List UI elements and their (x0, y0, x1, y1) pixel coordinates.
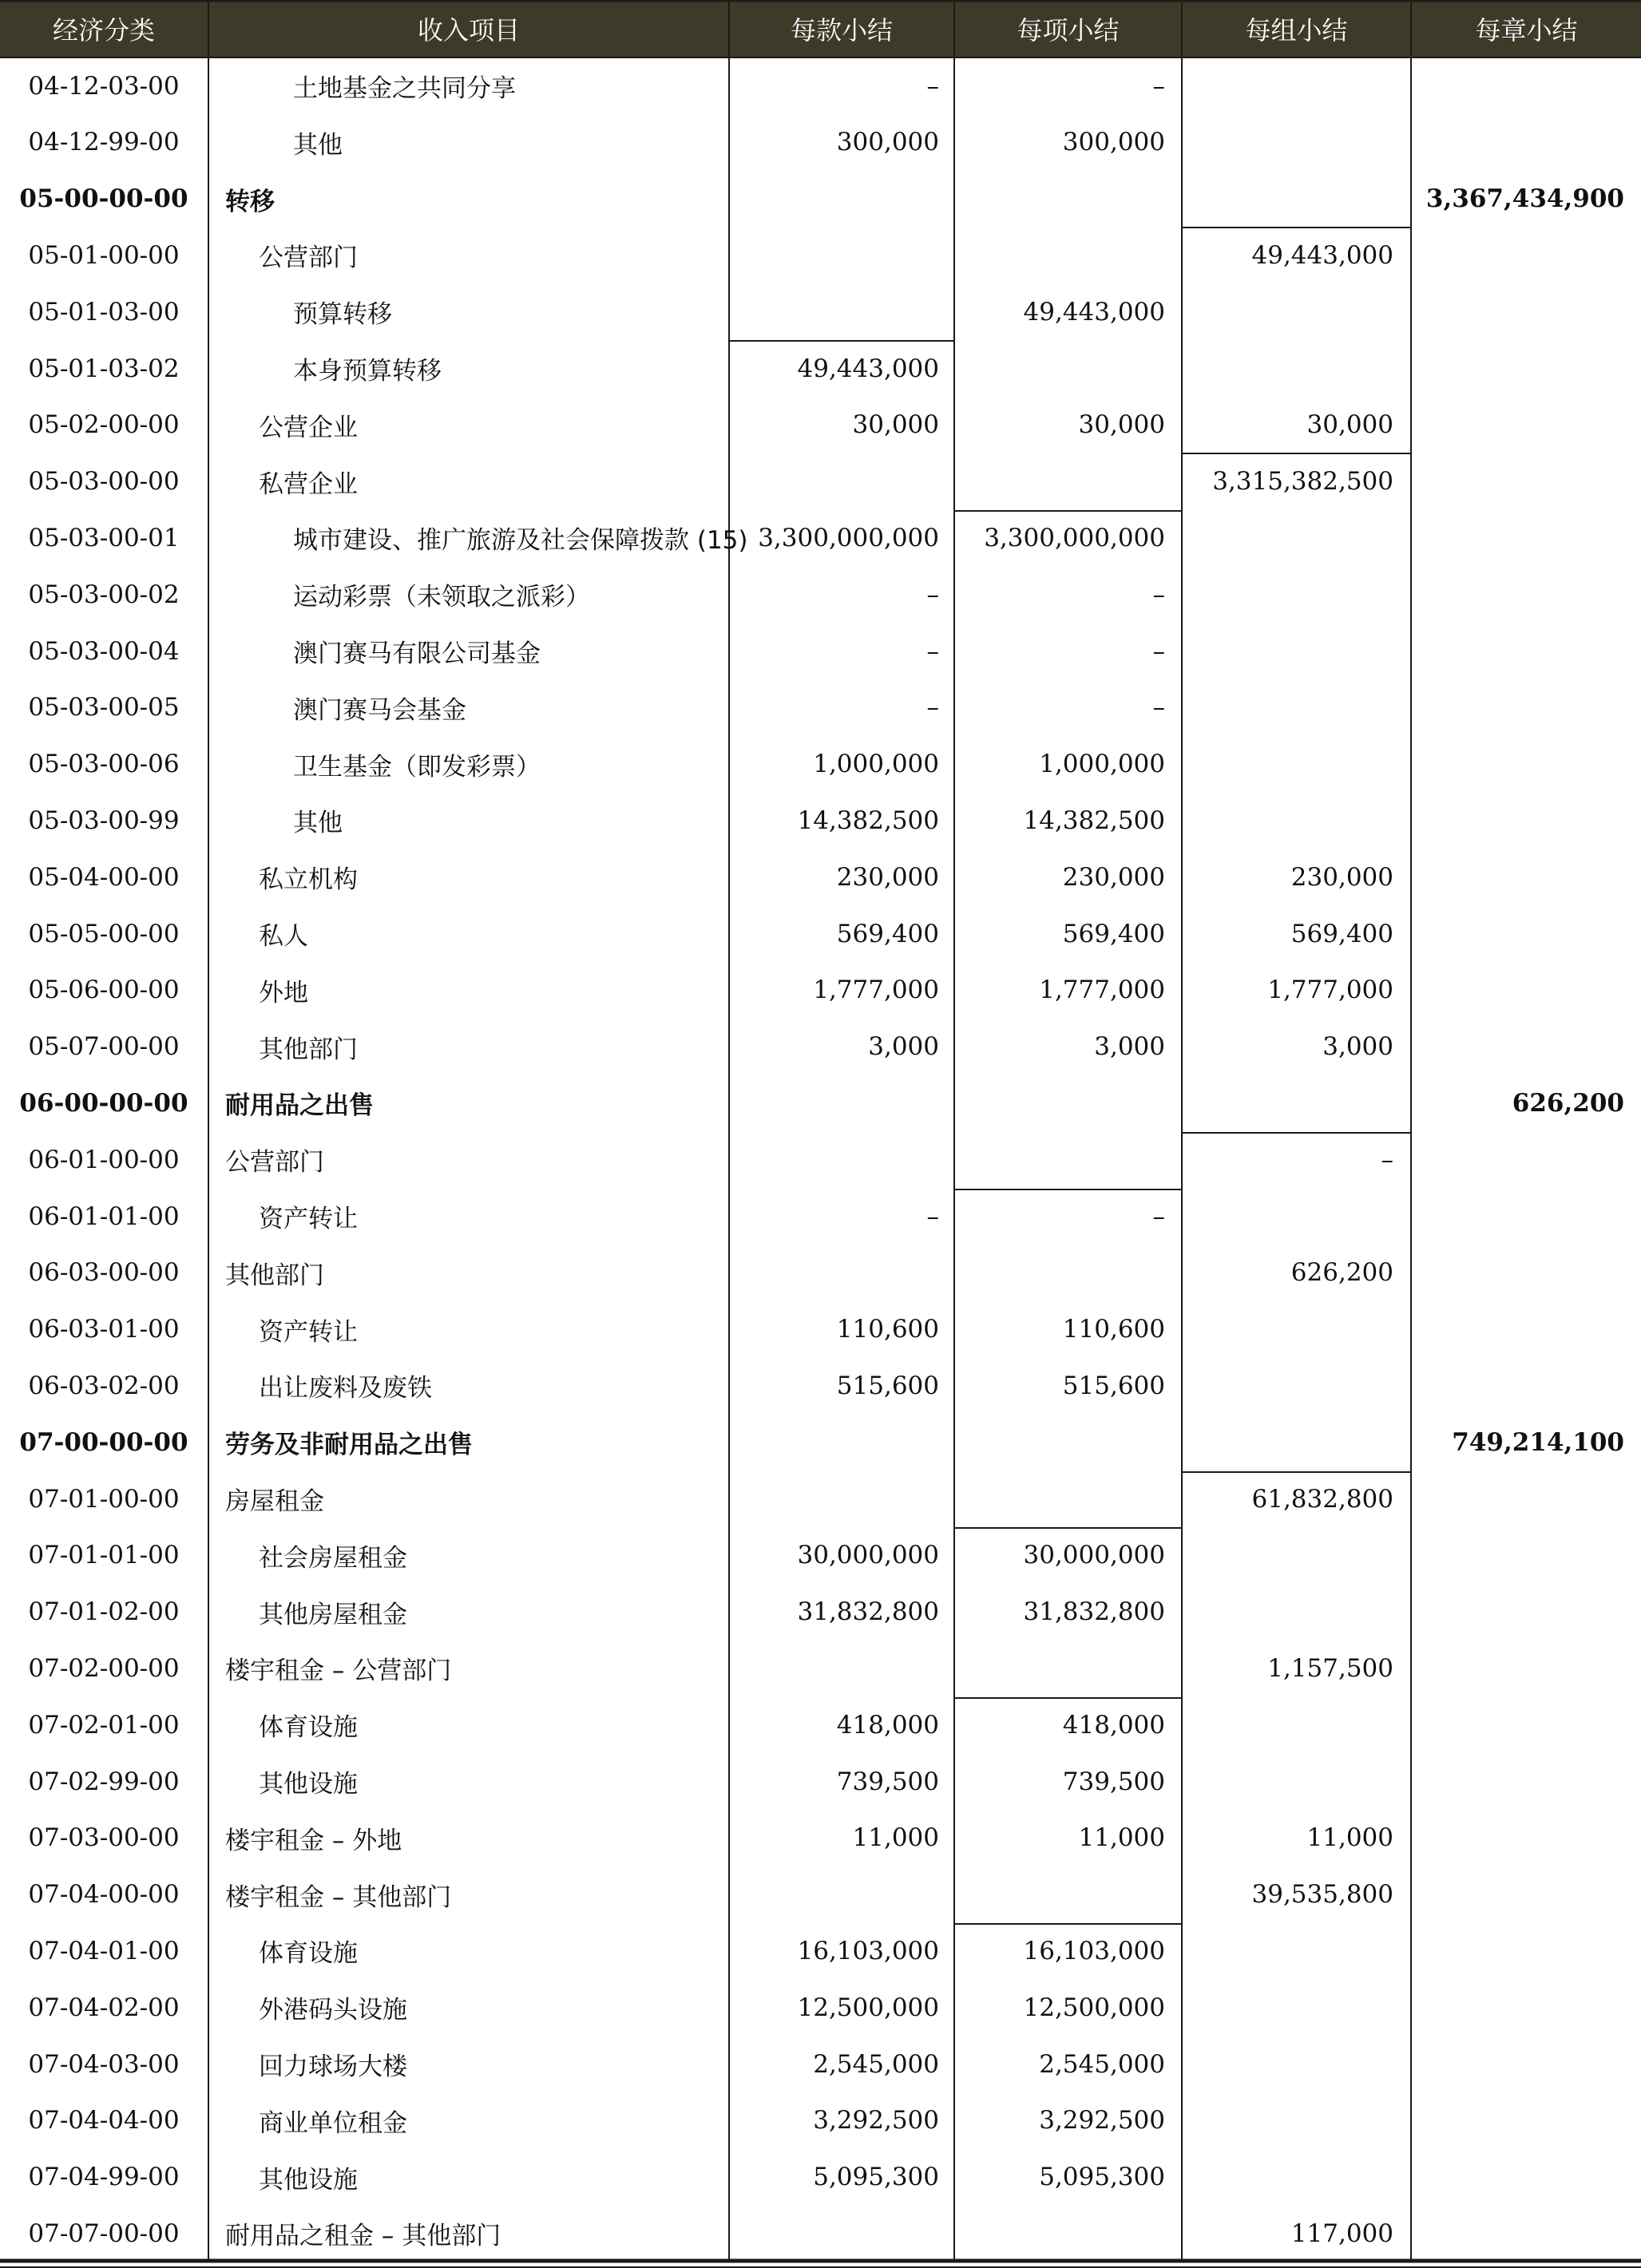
row-item-subtotal (955, 1131, 1165, 1188)
row-code: 04-12-99-00 (28, 128, 180, 157)
row-article-subtotal (730, 283, 939, 340)
row-article-subtotal (730, 1414, 939, 1470)
row-chapter-subtotal (1412, 849, 1624, 905)
row-group-subtotal: 1,157,500 (1267, 1653, 1393, 1683)
row-item-subtotal: 30,000,000 (1023, 1541, 1165, 1570)
row-item-name: 出让废料及废铁 (259, 1374, 432, 1403)
row-item-subtotal (955, 1640, 1165, 1696)
header-per-chapter-subtotal: 每章小结 (1475, 15, 1578, 46)
row-code: 07-02-99-00 (28, 1767, 180, 1796)
row-item-subtotal: – (1152, 693, 1165, 722)
row-item-subtotal: 515,600 (1062, 1371, 1165, 1400)
row-group-subtotal (1183, 623, 1393, 679)
row-item-name: 土地基金之共同分享 (293, 74, 516, 103)
row-code: 05-03-00-06 (28, 750, 180, 779)
row-item-subtotal: 11,000 (1078, 1823, 1165, 1853)
row-group-subtotal (1183, 1075, 1393, 1131)
row-article-subtotal (730, 1640, 939, 1696)
row-article-subtotal: – (926, 1201, 939, 1231)
row-group-subtotal (1183, 792, 1393, 849)
row-group-subtotal (1183, 283, 1393, 340)
row-item-subtotal (955, 227, 1165, 283)
row-item-subtotal: – (1152, 580, 1165, 609)
row-code: 05-01-03-00 (28, 297, 180, 327)
row-chapter-subtotal (1412, 1245, 1624, 1301)
row-group-subtotal (1183, 509, 1393, 566)
row-code: 07-04-00-00 (28, 1880, 180, 1910)
row-group-subtotal (1183, 340, 1393, 397)
row-chapter-subtotal (1412, 1584, 1624, 1641)
row-article-subtotal: 49,443,000 (797, 354, 939, 383)
row-chapter-subtotal (1412, 227, 1624, 283)
row-group-subtotal: 3,315,382,500 (1212, 467, 1393, 497)
row-chapter-subtotal: 626,200 (1512, 1088, 1624, 1118)
row-item-subtotal (955, 1075, 1165, 1131)
row-chapter-subtotal (1412, 340, 1624, 397)
row-group-subtotal (1183, 2036, 1393, 2092)
row-article-subtotal: 418,000 (836, 1710, 939, 1740)
row-article-subtotal (730, 1866, 939, 1923)
row-item-name: 私人 (259, 922, 308, 951)
row-chapter-subtotal (1412, 1188, 1624, 1245)
row-item-name: 其他设施 (259, 1770, 358, 1799)
row-item-name: 外港码头设施 (259, 1996, 407, 2025)
row-code: 05-02-00-00 (28, 410, 180, 440)
row-article-subtotal: 14,382,500 (797, 805, 939, 835)
row-item-name: 本身预算转移 (293, 357, 442, 386)
row-chapter-subtotal (1412, 2205, 1624, 2262)
row-article-subtotal: 1,000,000 (813, 750, 939, 779)
row-item-subtotal: – (1152, 636, 1165, 666)
row-article-subtotal (730, 171, 939, 228)
row-group-subtotal (1183, 1753, 1393, 1810)
row-group-subtotal (1183, 171, 1393, 228)
row-group-subtotal (1183, 1584, 1393, 1641)
row-code: 06-01-00-00 (28, 1145, 180, 1174)
row-code: 07-02-01-00 (28, 1710, 180, 1740)
row-item-subtotal (955, 1414, 1165, 1470)
row-group-subtotal (1183, 2149, 1393, 2206)
row-item-name: 其他部门 (225, 1261, 324, 1290)
row-chapter-subtotal (1412, 397, 1624, 453)
row-group-subtotal: 11,000 (1306, 1823, 1393, 1853)
row-item-subtotal: 230,000 (1062, 862, 1165, 892)
row-item-subtotal (955, 1866, 1165, 1923)
row-item-subtotal (955, 2205, 1165, 2262)
row-code: 06-00-00-00 (19, 1088, 188, 1118)
row-article-subtotal (730, 1470, 939, 1527)
row-group-subtotal: – (1381, 1145, 1393, 1174)
header-economic-class: 经济分类 (52, 15, 155, 46)
row-item-subtotal: 418,000 (1062, 1710, 1165, 1740)
row-item-name: 其他房屋租金 (259, 1600, 407, 1629)
row-article-subtotal: 12,500,000 (797, 1993, 939, 2022)
row-code: 05-05-00-00 (28, 919, 180, 948)
row-chapter-subtotal (1412, 962, 1624, 1019)
row-item-name: 转移 (225, 187, 275, 216)
row-article-subtotal: 515,600 (836, 1371, 939, 1400)
row-code: 05-07-00-00 (28, 1032, 180, 1062)
row-code: 05-03-00-04 (28, 636, 180, 666)
row-article-subtotal: 110,600 (836, 1315, 939, 1344)
row-item-subtotal: 16,103,000 (1023, 1936, 1165, 1965)
row-chapter-subtotal (1412, 792, 1624, 849)
row-item-subtotal (955, 171, 1165, 228)
row-chapter-subtotal (1412, 1696, 1624, 1753)
row-article-subtotal: 30,000 (852, 410, 939, 440)
row-item-name: 私营企业 (259, 469, 358, 499)
row-item-name: 澳门赛马会基金 (293, 695, 466, 725)
row-group-subtotal (1183, 2092, 1393, 2149)
row-article-subtotal: – (926, 71, 939, 101)
row-chapter-subtotal (1412, 1527, 1624, 1584)
row-item-name: 其他部门 (259, 1035, 358, 1064)
row-group-subtotal (1183, 1696, 1393, 1753)
row-chapter-subtotal (1412, 1131, 1624, 1188)
row-article-subtotal: 3,000 (868, 1032, 939, 1062)
row-item-name: 预算转移 (293, 300, 392, 330)
row-group-subtotal: 117,000 (1290, 2219, 1393, 2248)
row-code: 05-03-00-99 (28, 805, 180, 835)
row-article-subtotal: – (926, 693, 939, 722)
row-item-name: 外地 (259, 978, 308, 1007)
row-group-subtotal: 49,443,000 (1251, 240, 1393, 270)
row-article-subtotal (730, 2205, 939, 2262)
row-item-subtotal: 739,500 (1062, 1767, 1165, 1796)
row-item-subtotal: 1,777,000 (1039, 976, 1165, 1005)
row-item-name: 澳门赛马有限公司基金 (293, 639, 541, 668)
row-code: 05-06-00-00 (28, 976, 180, 1005)
row-code: 06-03-00-00 (28, 1258, 180, 1288)
row-item-name: 运动彩票（未领取之派彩） (293, 583, 590, 612)
row-code: 07-03-00-00 (28, 1823, 180, 1853)
row-article-subtotal: 5,095,300 (813, 2163, 939, 2192)
header-revenue-item: 收入项目 (417, 15, 520, 46)
row-article-subtotal: 739,500 (836, 1767, 939, 1796)
row-chapter-subtotal (1412, 1753, 1624, 1810)
row-code: 05-01-00-00 (28, 240, 180, 270)
row-code: 07-02-00-00 (28, 1653, 180, 1683)
row-group-subtotal: 230,000 (1290, 862, 1393, 892)
row-item-subtotal: 49,443,000 (1023, 297, 1165, 327)
row-chapter-subtotal (1412, 1866, 1624, 1923)
row-group-subtotal (1183, 1979, 1393, 2036)
row-chapter-subtotal (1412, 1470, 1624, 1527)
row-item-subtotal (955, 1470, 1165, 1527)
row-item-name: 楼宇租金 – 其他部门 (225, 1882, 452, 1912)
row-code: 06-03-01-00 (28, 1315, 180, 1344)
row-code: 07-04-03-00 (28, 2049, 180, 2079)
row-article-subtotal: 230,000 (836, 862, 939, 892)
row-article-subtotal (730, 453, 939, 510)
row-item-subtotal (955, 340, 1165, 397)
row-item-subtotal: 300,000 (1062, 128, 1165, 157)
row-item-subtotal: 3,300,000,000 (984, 523, 1165, 552)
header-per-group-subtotal: 每组小结 (1245, 15, 1348, 46)
row-code: 07-07-00-00 (28, 2219, 180, 2248)
row-group-subtotal: 30,000 (1306, 410, 1393, 440)
row-item-subtotal: 30,000 (1078, 410, 1165, 440)
row-article-subtotal (730, 227, 939, 283)
row-item-subtotal: 2,545,000 (1039, 2049, 1165, 2079)
row-chapter-subtotal (1412, 905, 1624, 962)
row-code: 07-04-99-00 (28, 2163, 180, 2192)
row-chapter-subtotal (1412, 2149, 1624, 2206)
row-group-subtotal (1183, 57, 1393, 114)
row-item-subtotal: 5,095,300 (1039, 2163, 1165, 2192)
row-code: 05-03-00-02 (28, 580, 180, 609)
row-chapter-subtotal: 749,214,100 (1452, 1427, 1624, 1457)
row-group-subtotal: 3,000 (1322, 1032, 1393, 1062)
row-item-subtotal: 3,000 (1094, 1032, 1165, 1062)
row-chapter-subtotal (1412, 1640, 1624, 1696)
row-group-subtotal: 626,200 (1290, 1258, 1393, 1288)
row-article-subtotal: 3,300,000,000 (758, 523, 939, 552)
row-item-subtotal: 110,600 (1062, 1315, 1165, 1344)
row-item-name: 商业单位租金 (259, 2108, 407, 2138)
row-item-subtotal: 31,832,800 (1023, 1597, 1165, 1627)
row-article-subtotal: 300,000 (836, 128, 939, 157)
row-item-name: 体育设施 (259, 1713, 358, 1743)
row-chapter-subtotal (1412, 2036, 1624, 2092)
row-item-name: 私立机构 (259, 865, 358, 895)
row-chapter-subtotal (1412, 736, 1624, 793)
row-chapter-subtotal (1412, 623, 1624, 679)
row-group-subtotal (1183, 566, 1393, 623)
row-item-subtotal: 1,000,000 (1039, 750, 1165, 779)
row-item-name: 楼宇租金 – 公营部门 (225, 1656, 452, 1686)
row-group-subtotal (1183, 679, 1393, 736)
row-group-subtotal (1183, 114, 1393, 171)
row-item-name: 公营企业 (259, 413, 358, 442)
row-chapter-subtotal (1412, 679, 1624, 736)
row-chapter-subtotal (1412, 1019, 1624, 1075)
row-chapter-subtotal (1412, 1810, 1624, 1866)
row-item-name: 资产转让 (259, 1317, 358, 1347)
row-code: 07-04-04-00 (28, 2106, 180, 2135)
row-item-name: 耐用品之出售 (225, 1091, 374, 1121)
row-chapter-subtotal: 3,367,434,900 (1425, 184, 1624, 214)
row-chapter-subtotal (1412, 114, 1624, 171)
row-chapter-subtotal (1412, 2092, 1624, 2149)
row-group-subtotal (1183, 736, 1393, 793)
row-group-subtotal: 569,400 (1290, 919, 1393, 948)
row-article-subtotal: 30,000,000 (797, 1541, 939, 1570)
row-article-subtotal: 16,103,000 (797, 1936, 939, 1965)
row-chapter-subtotal (1412, 453, 1624, 510)
row-article-subtotal: 11,000 (852, 1823, 939, 1853)
row-article-subtotal (730, 1245, 939, 1301)
row-item-name: 公营部门 (225, 1148, 324, 1178)
row-code: 07-00-00-00 (19, 1427, 188, 1457)
row-item-name: 体育设施 (259, 1939, 358, 1969)
row-group-subtotal (1183, 1922, 1393, 1979)
row-item-subtotal: 14,382,500 (1023, 805, 1165, 835)
row-item-name: 卫生基金（即发彩票） (293, 752, 541, 782)
row-item-name: 城市建设、推广旅游及社会保障拨款 (15) (293, 526, 748, 556)
row-chapter-subtotal (1412, 1922, 1624, 1979)
row-group-subtotal (1183, 1188, 1393, 1245)
row-item-subtotal: 12,500,000 (1023, 1993, 1165, 2022)
row-item-name: 回力球场大楼 (259, 2052, 407, 2081)
row-group-subtotal (1183, 1357, 1393, 1414)
row-article-subtotal: 2,545,000 (813, 2049, 939, 2079)
row-chapter-subtotal (1412, 1357, 1624, 1414)
row-chapter-subtotal (1412, 1979, 1624, 2036)
row-code: 05-00-00-00 (19, 184, 188, 214)
row-item-name: 楼宇租金 – 外地 (225, 1826, 402, 1855)
row-item-name: 劳务及非耐用品之出售 (225, 1431, 473, 1460)
row-code: 06-01-01-00 (28, 1201, 180, 1231)
row-item-name: 耐用品之租金 – 其他部门 (225, 2222, 501, 2251)
row-item-subtotal: 569,400 (1062, 919, 1165, 948)
row-code: 05-03-00-05 (28, 693, 180, 722)
header-per-article-subtotal: 每款小结 (790, 15, 893, 46)
row-item-subtotal: – (1152, 1201, 1165, 1231)
row-code: 04-12-03-00 (28, 71, 180, 101)
row-code: 07-04-02-00 (28, 1993, 180, 2022)
row-item-subtotal (955, 453, 1165, 510)
row-chapter-subtotal (1412, 57, 1624, 114)
row-group-subtotal (1183, 1414, 1393, 1470)
row-chapter-subtotal (1412, 566, 1624, 623)
row-code: 07-01-00-00 (28, 1484, 180, 1514)
row-item-subtotal: – (1152, 71, 1165, 101)
row-item-name: 社会房屋租金 (259, 1543, 407, 1573)
row-chapter-subtotal (1412, 509, 1624, 566)
row-item-subtotal: 3,292,500 (1039, 2106, 1165, 2135)
row-item-name: 资产转让 (259, 1205, 358, 1233)
row-item-name: 公营部门 (259, 243, 358, 273)
row-code: 07-01-01-00 (28, 1541, 180, 1570)
row-code: 05-03-00-01 (28, 523, 180, 552)
row-group-subtotal (1183, 1527, 1393, 1584)
row-chapter-subtotal (1412, 283, 1624, 340)
row-item-name: 其他 (293, 809, 343, 838)
row-article-subtotal (730, 1075, 939, 1131)
row-item-subtotal (955, 1245, 1165, 1301)
row-article-subtotal: – (926, 580, 939, 609)
row-article-subtotal: 3,292,500 (813, 2106, 939, 2135)
row-code: 06-03-02-00 (28, 1371, 180, 1400)
row-group-subtotal: 1,777,000 (1267, 976, 1393, 1005)
row-article-subtotal (730, 1131, 939, 1188)
row-code: 07-04-01-00 (28, 1936, 180, 1965)
row-article-subtotal: 31,832,800 (797, 1597, 939, 1627)
row-group-subtotal: 39,535,800 (1251, 1880, 1393, 1910)
header-per-item-subtotal: 每项小结 (1017, 15, 1120, 46)
row-item-name: 其他设施 (259, 2165, 358, 2195)
row-code: 05-04-00-00 (28, 862, 180, 892)
row-article-subtotal: – (926, 636, 939, 666)
row-item-name: 其他 (293, 130, 343, 160)
row-code: 07-01-02-00 (28, 1597, 180, 1627)
row-item-name: 房屋租金 (225, 1487, 324, 1516)
row-group-subtotal (1183, 1301, 1393, 1358)
row-code: 05-03-00-00 (28, 467, 180, 497)
row-article-subtotal: 569,400 (836, 919, 939, 948)
row-code: 05-01-03-02 (28, 354, 180, 383)
row-group-subtotal: 61,832,800 (1251, 1484, 1393, 1514)
row-chapter-subtotal (1412, 1301, 1624, 1358)
row-article-subtotal: 1,777,000 (813, 976, 939, 1005)
